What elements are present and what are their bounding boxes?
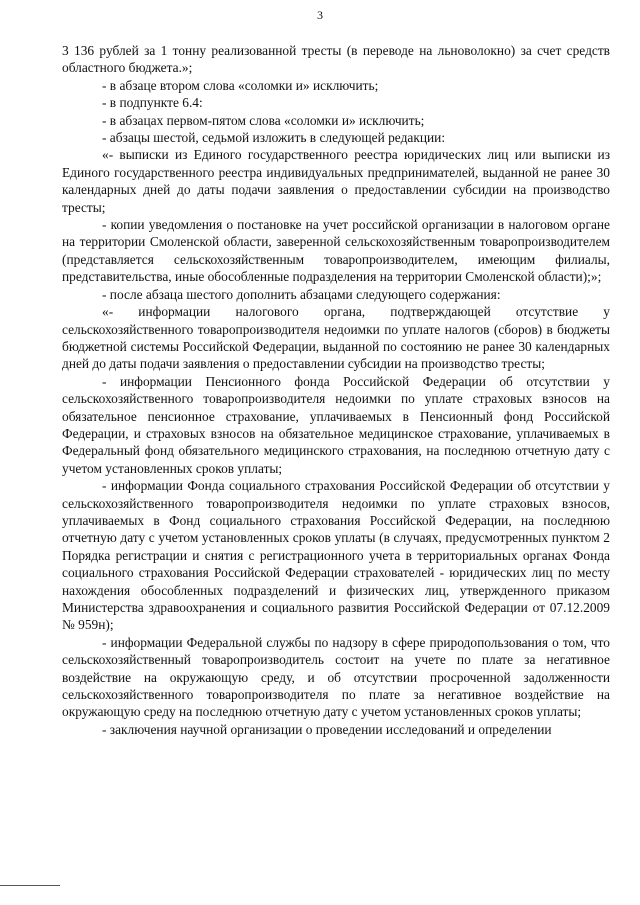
paragraph: - абзацы шестой, седьмой изложить в следующей редакции:: [102, 130, 446, 146]
paragraph: 3 136 рублей за 1 тонну реализованной тресты (в переводе на льноволокно) за счет средств областного бюджета.»;: [62, 43, 610, 76]
footer-rule: [0, 885, 60, 886]
paragraph: - информации Пенсионного фонда Российской Федерации об отсутствии у сельскохозяйственного товаропроизводителя недоимки по уплате страховых взносов на обязательное пенсионное страхование, уплачиваемых в Пенсионный фонд Российской Федерации, и страховых взносов на обязательное медицинское страхование, уплачиваемых в Федеральный фонд обязательного медицинского страхования, на последнюю отчетную дату с учетом установленных сроков уплаты;: [62, 373, 610, 476]
page-number: 3: [317, 8, 323, 22]
paragraph: «- информации налогового органа, подтверждающей отсутствие у сельскохозяйственного товаропроизводителя недоимки по уплате налогов (сборов) в бюджеты бюджетной системы Российской Федерации, выданной по состоянию не ранее 30 календарных дней до даты подачи заявления о предоставлении субсидии на производство тресты;: [62, 304, 610, 372]
document-body: [62, 42, 610, 738]
paragraph: - в абзаце втором слова «соломки и» исключить;: [102, 77, 379, 93]
paragraph: «- выписки из Единого государственного реестра юридических лиц или выписки из Единого государственного реестра индивидуальных предпринимателей, выданной не ранее 30 календарных дней до даты подачи заявления о предоставлении субсидии на производство тресты;: [62, 147, 610, 215]
paragraph: - в подпункте 6.4:: [102, 95, 203, 111]
paragraph: - в абзацах первом-пятом слова «соломки и» исключить;: [102, 112, 425, 128]
paragraph: - заключения научной организации о проведении исследований и определении: [102, 721, 552, 737]
paragraph: - копии уведомления о постановке на учет российской организации в налоговом органе на территории Смоленской области, заверенной сельскохозяйственным товаропроизводителем (представляется сельскохозяйственным товаропроизводителем, имеющим филиалы, представительства, иные обособленные подразделения на территории Смоленской области);»;: [62, 217, 610, 285]
paragraph: - информации Федеральной службы по надзору в сфере природопользования о том, что сельскохозяйственный товаропроизводитель состоит на учете по плате за негативное воздействие на окружающую среду, и об отсутствии просроченной задолженности сельскохозяйственного товаропроизводителя по плате за негативное воздействие на окружающую среду на последнюю отчетную дату с учетом установленных сроков уплаты;: [62, 634, 610, 720]
paragraph: - после абзаца шестого дополнить абзацами следующего содержания:: [102, 286, 501, 302]
paragraph: - информации Фонда социального страхования Российской Федерации об отсутствии у сельскохозяйственного товаропроизводителя недоимки по уплате страховых взносов, уплачиваемых в Фонд социального страхования Российской Федерации, на последнюю отчетную дату с учетом установленных сроков уплаты (в случаях, предусмотренных пунктом 2 Порядка регистрации и снятия с регистрационного учета в территориальных органах Фонда социального страхования Российской Федерации страхователей - юридических лиц по месту нахождения обособленных подразделений и физических лиц, утвержденного приказом Министерства здравоохранения и социального развития Российской Федерации от 07.12.2009 № 959н);: [62, 478, 610, 633]
